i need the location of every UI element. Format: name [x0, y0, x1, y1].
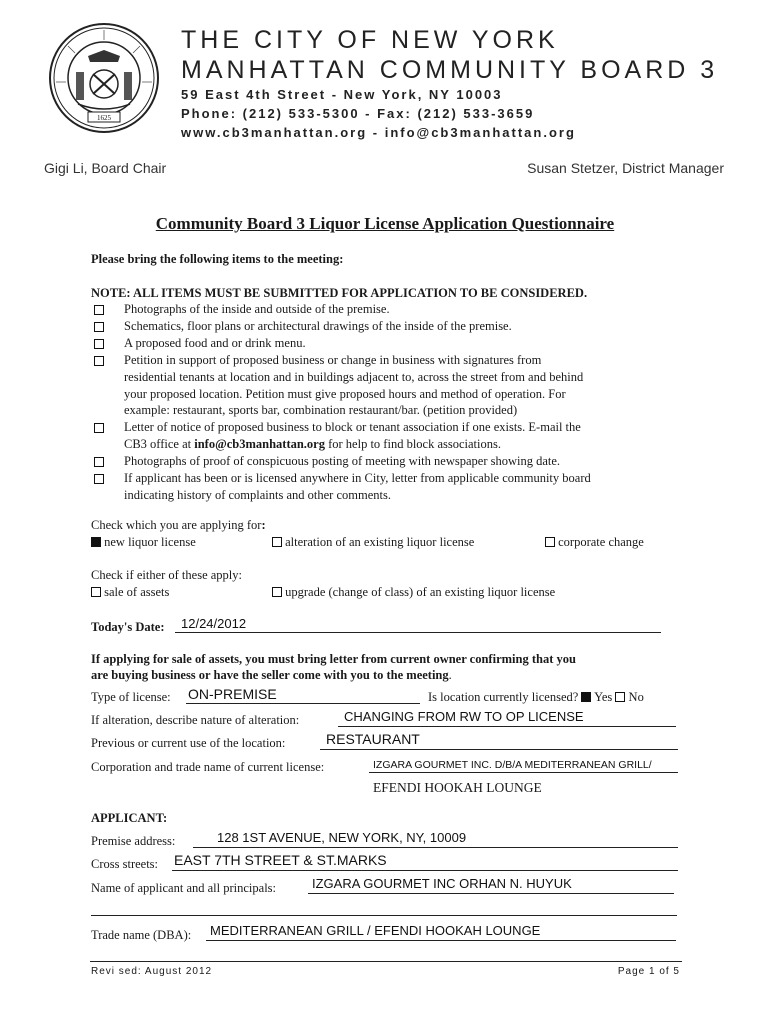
checkbox-no[interactable]	[615, 692, 625, 702]
premise-field[interactable]	[193, 832, 678, 848]
previous-use-field[interactable]	[320, 731, 678, 750]
dba-value: MEDITERRANEAN GRILL / EFENDI HOOKAH LOUNGE	[210, 923, 541, 938]
principals-value: IZGARA GOURMET INC ORHAN N. HUYUK	[312, 876, 572, 891]
list-item: A proposed food and or drink menu.	[124, 336, 306, 350]
header-address: 59 East 4th Street - New York, NY 10003	[181, 87, 503, 102]
corporation-value-continued: EFENDI HOOKAH LOUNGE	[373, 780, 542, 795]
dba-label: Trade name (DBA):	[91, 928, 192, 942]
sale-notice-line1: If applying for sale of assets, you must bring letter from current owner confirming that you	[91, 652, 576, 666]
cross-streets-field[interactable]	[172, 852, 678, 871]
list-item: Photographs of proof of conspicuous posting of meeting with newspaper showing date.	[124, 454, 561, 468]
city-seal-icon	[48, 22, 160, 134]
item-checkbox[interactable]	[94, 339, 104, 349]
checkbox[interactable]	[545, 537, 555, 547]
previous-use-label: Previous or current use of the location:	[91, 736, 286, 750]
sale-notice-line2: are buying business or have the seller come with you to the meeting.	[91, 668, 452, 682]
premise-value: 128 1ST AVENUE, NEW YORK, NY, 10009	[217, 830, 467, 845]
checkbox-yes-checked[interactable]	[581, 692, 591, 702]
option-sale-of-assets[interactable]: sale of assets	[91, 585, 169, 600]
alteration-label: If alteration, describe nature of alteration:	[91, 713, 300, 727]
principals-label: Name of applicant and all principals:	[91, 881, 277, 895]
list-item: Letter of notice of proposed business to block or tenant association if one exists. E-mail the CB3 office at info@cb3manhattan.org for help to find block associations.	[124, 420, 581, 451]
cross-streets-label: Cross streets:	[91, 857, 159, 871]
footer-divider	[90, 961, 682, 962]
checkbox[interactable]	[272, 537, 282, 547]
board-chair: Gigi Li, Board Chair	[44, 160, 167, 176]
alteration-field[interactable]	[338, 711, 676, 727]
date-value: 12/24/2012	[181, 616, 247, 631]
checkbox-checked[interactable]	[91, 537, 101, 547]
dba-field[interactable]	[206, 925, 676, 941]
item-checkbox[interactable]	[94, 356, 104, 366]
email-link[interactable]: info@cb3manhattan.org	[194, 436, 325, 451]
page-title: Community Board 3 Liquor License Application Questionnaire	[155, 214, 615, 233]
previous-use-value: RESTAURANT	[326, 731, 420, 747]
note-text: NOTE: ALL ITEMS MUST BE SUBMITTED FOR APPLICATION TO BE CONSIDERED.	[91, 286, 588, 300]
district-manager: Susan Stetzer, District Manager	[527, 160, 724, 176]
item-checkbox[interactable]	[94, 305, 104, 315]
item-checkbox[interactable]	[94, 322, 104, 332]
premise-label: Premise address:	[91, 834, 176, 848]
apply-option-new[interactable]: new liquor license	[91, 535, 196, 550]
corporation-label: Corporation and trade name of current license:	[91, 760, 325, 774]
license-type-value: ON-PREMISE	[188, 686, 277, 702]
list-item: If applicant has been or is licensed anywhere in City, letter from applicable community board indicating history of complaints and other comments.	[124, 471, 591, 502]
item-checkbox[interactable]	[94, 457, 104, 467]
header-city: THE CITY OF NEW YORK	[181, 26, 559, 54]
seal-year: 1625	[97, 114, 111, 122]
cross-streets-value: EAST 7TH STREET & ST.MARKS	[174, 852, 387, 868]
header-board: MANHATTAN COMMUNITY BOARD 3	[181, 56, 719, 84]
checkbox[interactable]	[91, 587, 101, 597]
corporation-field[interactable]	[369, 757, 678, 773]
license-type-field[interactable]	[186, 688, 420, 704]
list-item: Schematics, floor plans or architectural drawings of the inside of the premise.	[124, 319, 512, 333]
list-item: Photographs of the inside and outside of the premise.	[124, 302, 390, 316]
apply-option-alteration[interactable]: alteration of an existing liquor license	[272, 535, 474, 550]
date-field[interactable]	[175, 617, 661, 633]
item-checkbox[interactable]	[94, 423, 104, 433]
footer-revised: Revi sed: August 2012	[91, 966, 213, 977]
item-checkbox[interactable]	[94, 474, 104, 484]
apply-option-corporate[interactable]: corporate change	[545, 535, 644, 550]
principals-field[interactable]	[308, 878, 674, 894]
currently-licensed: Is location currently licensed? Yes No	[428, 690, 644, 704]
apply-label: Check which you are applying for:	[91, 518, 266, 532]
footer-page-number: Page 1 of 5	[617, 966, 680, 977]
option-upgrade[interactable]: upgrade (change of class) of an existing liquor license	[272, 585, 555, 600]
date-label: Today's Date:	[91, 620, 165, 634]
principals-field-extra[interactable]	[91, 900, 677, 916]
bring-heading: Please bring the following items to the meeting:	[91, 252, 344, 266]
list-item: Petition in support of proposed business or change in business with signatures from residential tenants at location and in buildings adjacent to, across the street from and behind your proposed location. Petition must give proposed hours and method of operation. For example: restaurant, sports bar, combination restaurant/bar. (petition provided)	[124, 353, 584, 418]
applicant-heading: APPLICANT:	[91, 811, 168, 825]
header-web: www.cb3manhattan.org - info@cb3manhattan.org	[181, 125, 576, 140]
header-phone: Phone: (212) 533-5300 - Fax: (212) 533-3659	[181, 106, 535, 121]
license-type-label: Type of license:	[91, 690, 171, 704]
corporation-value: IZGARA GOURMET INC. D/B/A MEDITERRANEAN GRILL/	[373, 759, 652, 771]
either-label: Check if either of these apply:	[91, 568, 242, 582]
checkbox[interactable]	[272, 587, 282, 597]
alteration-value: CHANGING FROM RW TO OP LICENSE	[344, 709, 584, 724]
